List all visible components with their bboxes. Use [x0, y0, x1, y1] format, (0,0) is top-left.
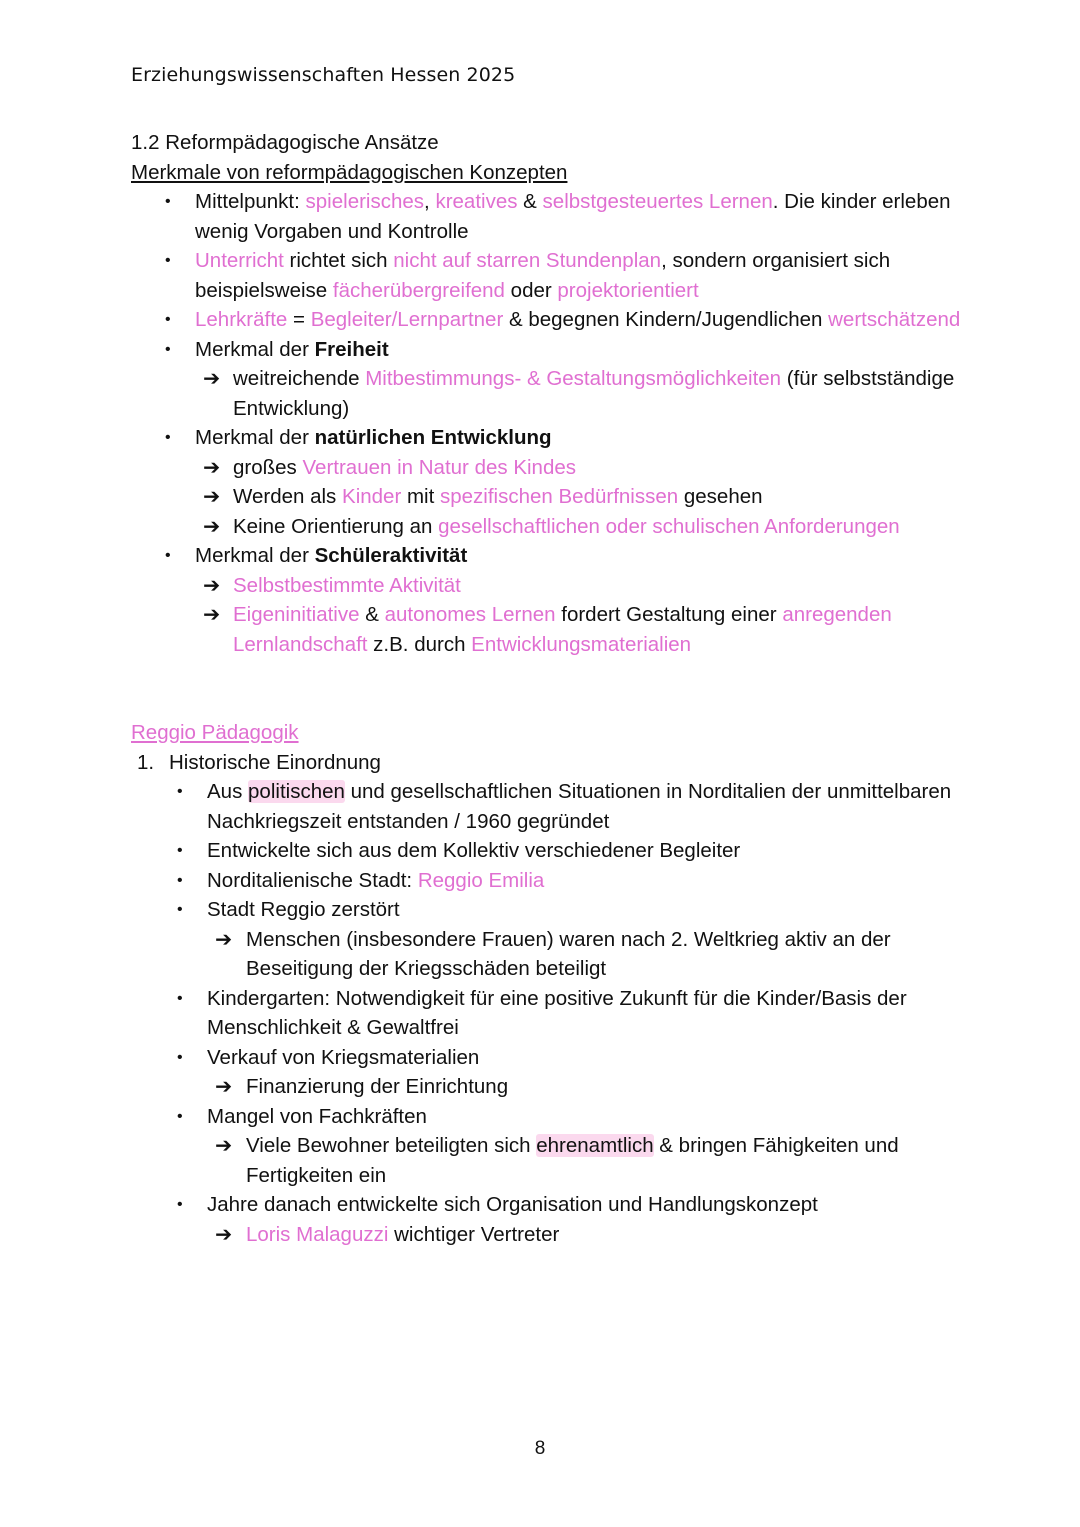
text: = — [287, 308, 311, 331]
arrow-right-icon: ➔ — [215, 1134, 233, 1157]
highlight-term: selbstgesteuertes Lernen — [542, 190, 773, 213]
list-item — [177, 984, 961, 1043]
list-item — [165, 305, 961, 335]
section-title: 1.2 Reformpädagogische Ansätze — [131, 131, 439, 154]
bold-term: Schüleraktivität — [314, 544, 468, 567]
bullet-icon: • — [165, 429, 171, 446]
item-number: 1. — [137, 750, 155, 774]
text: , sondern organisiert sich beispielsweise — [195, 249, 891, 302]
marked-term: ehrenamtlich — [536, 1134, 654, 1157]
highlight-term: gesellschaftlichen oder schulischen Anforderungen — [438, 514, 900, 538]
text: Norditalienische Stadt: — [207, 868, 418, 892]
bullet-icon: • — [177, 842, 183, 859]
highlight-term: anregenden Lernlandschaft — [233, 603, 892, 656]
text: Merkmal der — [195, 337, 315, 361]
arrow-item — [215, 925, 961, 984]
text: , — [424, 190, 436, 213]
text: & — [359, 603, 385, 626]
text: (für selbstständige Entwicklung) — [233, 367, 955, 420]
bold-term: natürlichen Entwicklung — [314, 426, 552, 449]
arrow-item — [203, 600, 961, 659]
list-item — [177, 836, 961, 866]
text: gesehen — [678, 485, 763, 508]
highlight-term: spezifischen Bedürfnissen — [440, 485, 679, 508]
list-item — [177, 1190, 961, 1220]
highlight-term: Mitbestimmungs- & Gestaltungsmöglichkeiten — [365, 367, 782, 390]
highlight-term: projektorientiert — [557, 278, 699, 302]
list-item — [177, 866, 961, 896]
arrow-right-icon: ➔ — [203, 485, 221, 508]
text: & begegnen Kindern/Jugendlichen — [503, 308, 829, 331]
arrow-item — [203, 571, 961, 601]
highlight-term: Begleiter/Lernpartner — [310, 308, 504, 331]
text: richtet sich — [283, 249, 394, 272]
text: Aus — [207, 780, 249, 803]
bullet-icon: • — [177, 783, 183, 800]
arrow-item — [203, 364, 961, 423]
arrow-right-icon: ➔ — [215, 927, 233, 951]
text: Merkmal der — [195, 426, 315, 449]
arrow-item — [203, 482, 961, 512]
arrow-item — [203, 512, 961, 542]
text: oder — [504, 278, 558, 302]
list-item — [165, 187, 961, 246]
highlight-term: kreatives — [435, 190, 518, 213]
highlight-term: Unterricht — [195, 249, 284, 272]
list-item — [177, 1043, 961, 1073]
highlight-term: fächerübergreifend — [332, 278, 505, 302]
list-item — [165, 541, 961, 571]
highlight-term: Entwicklungsmaterialien — [471, 632, 692, 656]
text: Jahre danach entwickelte sich Organisation und Handlungskonzept — [207, 1193, 818, 1216]
text: Menschen (insbesondere Frauen) waren nach 2. Weltkrieg aktiv an der Beseitigung der Kriegsschäden beteiligt — [246, 927, 891, 980]
text: Finanzierung der Einrichtung — [246, 1075, 509, 1098]
bullet-icon: • — [177, 989, 183, 1007]
bullet-icon: • — [177, 1196, 183, 1213]
text: Viele Bewohner beteiligten sich — [246, 1134, 537, 1157]
highlight-term: Kinder — [342, 485, 402, 508]
list-item — [177, 1102, 961, 1132]
item-title: Historische Einordnung — [169, 750, 381, 774]
list-item — [177, 895, 961, 925]
text: und gesellschaftlichen Situationen in Norditalien der unmittelbaren Nachkriegszeit entstanden / 1960 gegründet — [207, 780, 952, 833]
text: Werden als — [233, 485, 343, 508]
highlight-term: Reggio Emilia — [417, 868, 545, 892]
text: wichtiger Vertreter — [388, 1222, 560, 1246]
highlight-term: Loris Malaguzzi — [246, 1222, 389, 1246]
list-item — [165, 335, 961, 365]
list-item — [177, 777, 961, 836]
text: Keine Orientierung an — [233, 514, 439, 538]
text: fordert Gestaltung einer — [555, 603, 783, 626]
text: Stadt Reggio zerstört — [207, 898, 400, 921]
text: z.B. durch — [367, 632, 472, 656]
highlight-term: autonomes Lernen — [384, 603, 556, 626]
bullet-icon: • — [165, 340, 171, 358]
bold-term: Freiheit — [314, 337, 389, 361]
bullet-icon: • — [165, 193, 171, 210]
text: Mangel von Fachkräften — [207, 1104, 427, 1128]
bullet-icon: • — [177, 901, 183, 918]
bullet-icon: • — [165, 311, 171, 328]
arrow-item — [215, 1131, 961, 1190]
arrow-right-icon: ➔ — [203, 367, 221, 390]
document-body — [131, 128, 961, 1249]
spacer — [131, 659, 961, 718]
text: . Die kinder erleben wenig Vorgaben und Kontrolle — [195, 190, 951, 243]
text: Merkmal der — [195, 544, 315, 567]
page-number: 8 — [534, 1438, 546, 1459]
section-subtitle: Merkmale von reformpädagogischen Konzepten — [131, 160, 568, 184]
arrow-right-icon: ➔ — [203, 573, 221, 597]
bullet-icon: • — [177, 1107, 183, 1125]
arrow-right-icon: ➔ — [203, 514, 221, 538]
bullet-icon: • — [177, 871, 183, 889]
highlight-term: Eigeninitiative — [233, 603, 360, 626]
text: weitreichende — [233, 367, 366, 390]
numbered-item — [137, 748, 961, 778]
bullet-icon: • — [165, 547, 171, 564]
highlight-term: Lehrkräfte — [195, 308, 288, 331]
arrow-right-icon: ➔ — [203, 455, 221, 479]
highlight-term: spielerisches — [305, 190, 425, 213]
text: & — [517, 190, 543, 213]
text: Entwickelte sich aus dem Kollektiv verschiedener Begleiter — [207, 839, 741, 862]
marked-term: politischen — [248, 780, 345, 803]
reggio-title: Reggio Pädagogik — [131, 721, 299, 744]
arrow-item — [203, 453, 961, 483]
highlight-term: wertschätzend — [828, 308, 961, 331]
page-header: Erziehungswissenschaften Hessen 2025 — [131, 64, 516, 86]
arrow-right-icon: ➔ — [203, 603, 221, 626]
arrow-item — [215, 1220, 961, 1250]
text: Kindergarten: Notwendigkeit für eine positive Zukunft für die Kinder/Basis der Menschlichkeit & Gewaltfrei — [207, 986, 907, 1039]
text: Mittelpunkt: — [195, 190, 306, 213]
text: mit — [401, 485, 440, 508]
arrow-item — [215, 1072, 961, 1102]
list-item — [165, 246, 961, 305]
arrow-right-icon: ➔ — [215, 1075, 233, 1098]
arrow-right-icon: ➔ — [215, 1222, 233, 1246]
bullet-icon: • — [177, 1048, 183, 1066]
bullet-icon: • — [165, 252, 171, 269]
text: & bringen Fähigkeiten und Fertigkeiten ein — [246, 1134, 899, 1187]
highlight-term: Selbstbestimmte Aktivität — [233, 573, 461, 597]
text: Verkauf von Kriegsmaterialien — [207, 1045, 480, 1069]
list-item — [165, 423, 961, 453]
highlight-term: Vertrauen in Natur des Kindes — [302, 455, 576, 479]
text: großes — [233, 455, 303, 479]
highlight-term: nicht auf starren Stundenplan — [393, 249, 662, 272]
